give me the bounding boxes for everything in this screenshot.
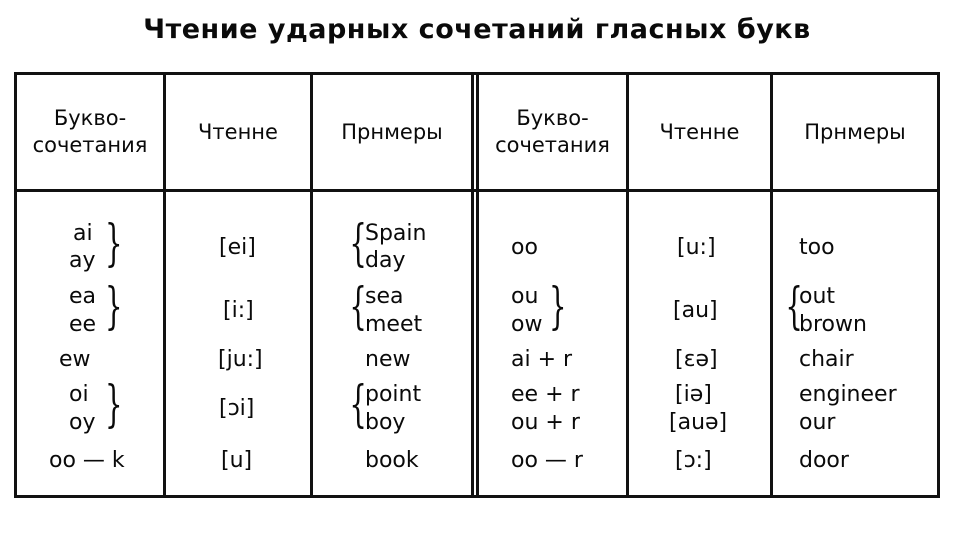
example-cell: out (799, 284, 836, 309)
left-brace-icon: { (349, 277, 367, 335)
left-brace-icon: { (349, 214, 367, 272)
header-reading-left: Чтенне (198, 119, 278, 144)
reading-cell: [u:] (677, 235, 716, 260)
reading-cell: [ɛə] (675, 347, 718, 372)
page-title: Чтение ударных сочетаний гласных букв (143, 14, 811, 45)
combo-cell: ea (69, 284, 97, 309)
example-cell: point (365, 382, 422, 407)
combo-cell: oy (69, 410, 96, 435)
column-divider-double (471, 75, 474, 495)
right-brace-icon: } (549, 277, 567, 335)
header-reading-right: Чтенне (659, 119, 740, 144)
left-brace-icon: { (349, 375, 367, 433)
combo-cell: ay (69, 248, 96, 273)
reading-cell: [u] (221, 448, 253, 473)
example-cell: too (799, 235, 835, 260)
example-cell: day (365, 248, 406, 273)
right-brace-icon: } (105, 214, 123, 272)
combo-cell: oo — k (49, 448, 125, 473)
example-cell: boy (365, 410, 406, 435)
reading-cell: [ɔ:] (675, 448, 712, 473)
reading-cell: [ɔi] (219, 396, 255, 421)
combo-cell: ew (59, 347, 91, 372)
header-examples-right: Прнмеры (804, 119, 906, 144)
reading-cell: [ju:] (218, 347, 263, 372)
header-combinations-left: Букво- сочетания (32, 106, 148, 157)
combo-cell: ow (511, 312, 543, 337)
example-cell: sea (365, 284, 404, 309)
right-brace-icon: } (105, 375, 123, 433)
vowel-combinations-table (14, 72, 940, 498)
example-cell: chair (799, 347, 854, 372)
combo-cell: ou (511, 284, 539, 309)
combo-cell: ai (73, 221, 93, 246)
combo-cell: oo — r (511, 448, 583, 473)
example-cell: brown (799, 312, 867, 337)
right-brace-icon: } (105, 277, 123, 335)
reading-cell: [ei] (219, 235, 256, 260)
header-divider (17, 189, 937, 192)
reading-cell: [auə] (669, 410, 728, 435)
example-cell: new (365, 347, 411, 372)
example-cell: book (365, 448, 419, 473)
example-cell: engineer (799, 382, 897, 407)
header-examples-left: Прнмеры (341, 119, 443, 144)
combo-cell: ou + r (511, 410, 580, 435)
reading-cell: [au] (673, 298, 718, 323)
example-cell: our (799, 410, 836, 435)
combo-cell: ai + r (511, 347, 573, 372)
left-brace-icon: { (785, 277, 803, 335)
combo-cell: oo (511, 235, 538, 260)
combo-cell: ee (69, 312, 97, 337)
example-cell: meet (365, 312, 423, 337)
header-combinations-right: Букво- сочетания (495, 106, 610, 157)
combo-cell: ee + r (511, 382, 580, 407)
example-cell: Spain (365, 221, 427, 246)
example-cell: door (799, 448, 849, 473)
reading-cell: [iə] (675, 382, 712, 407)
reading-cell: [i:] (223, 298, 254, 323)
combo-cell: oi (69, 382, 89, 407)
